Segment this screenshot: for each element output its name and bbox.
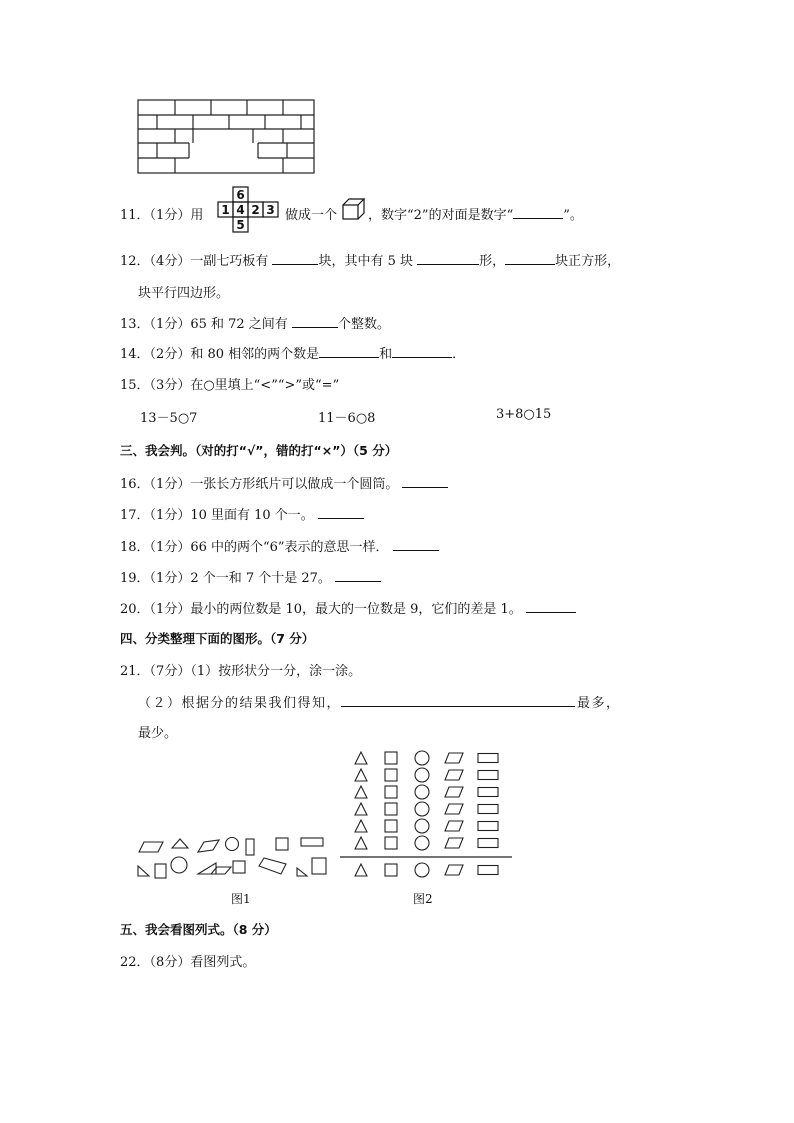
question-13: 13．（1分）65 和 72 之间有 个整数。: [120, 317, 390, 332]
q11-after: 做成一个: [285, 208, 338, 223]
q18-blank[interactable]: [393, 538, 439, 551]
square-icon: [385, 786, 397, 798]
q12-line2: 块平行四边形。: [138, 286, 230, 301]
net-right2: 3: [266, 203, 275, 217]
circle-icon: [415, 802, 429, 816]
net-left: 1: [221, 203, 230, 217]
q20-blank[interactable]: [526, 600, 576, 613]
q14-blank-2[interactable]: [392, 345, 452, 358]
brick-wall-figure: [137, 99, 317, 175]
section-5-title: 五、我会看图列式。（8 分）: [120, 922, 277, 937]
triangle-icon: [355, 803, 367, 815]
square-icon: [385, 864, 397, 876]
triangle-icon: [355, 769, 367, 781]
q11-tail: ，数字“2”的对面是数字“ ”。: [368, 208, 583, 223]
q11-text: 11．（1分）用: [120, 208, 204, 223]
rectangle-icon: [478, 822, 498, 831]
parallelogram-icon: [445, 821, 463, 831]
figure-1-scattered-shapes: [136, 830, 336, 882]
triangle-icon: [355, 837, 367, 849]
q14-blank-1[interactable]: [319, 345, 379, 358]
cube-net-figure: [217, 186, 283, 234]
square-icon: [385, 820, 397, 832]
question-20: 20．（1分）最小的两位数是 10，最大的一位数是 9，它们的差是 1。: [120, 598, 576, 617]
section-3-title: 三、我会判。（对的打“√”，错的打“×”）（5 分）: [120, 443, 398, 458]
section-4-title: 四、分类整理下面的图形。（7 分）: [120, 631, 315, 646]
q13-blank[interactable]: [292, 315, 338, 328]
question-19: 19．（1分）2 个一和 7 个十是 27。: [120, 567, 381, 586]
question-15: 15．（3分）在○里填上“<”“>”或“=”: [120, 378, 340, 393]
circle-icon: [415, 836, 429, 850]
circle-icon: [415, 863, 429, 877]
square-icon: [385, 837, 397, 849]
net-top: 6: [236, 188, 245, 202]
net-center: 4: [236, 203, 245, 217]
parallelogram-icon: [445, 770, 463, 780]
circle-icon: [415, 785, 429, 799]
circle-icon: [415, 819, 429, 833]
circle-icon: [415, 768, 429, 782]
question-17: 17．（1分）10 里面有 10 个一。: [120, 504, 364, 523]
q19-blank[interactable]: [335, 569, 381, 582]
parallelogram-icon: [445, 787, 463, 797]
parallelogram-icon: [445, 804, 463, 814]
q15-item-1[interactable]: 13－5○7: [140, 411, 198, 426]
figure-2-shape-chart: [336, 748, 516, 882]
cube-icon: [342, 198, 366, 220]
rectangle-icon: [478, 866, 498, 875]
net-right1: 2: [251, 203, 260, 217]
parallelogram-icon: [445, 865, 463, 875]
q11-blank[interactable]: [513, 206, 563, 219]
figure-1-caption: 图1: [231, 892, 251, 906]
question-18: 18．（1分）66 中的两个“6”表示的意思一样．: [120, 536, 439, 555]
q15-item-3[interactable]: 3+8○15: [496, 407, 552, 422]
q17-blank[interactable]: [318, 506, 364, 519]
parallelogram-icon: [445, 753, 463, 763]
q12-blank-3[interactable]: [505, 252, 555, 265]
rectangle-icon: [478, 788, 498, 797]
q12-blank-1[interactable]: [272, 252, 318, 265]
figure-2-caption: 图2: [413, 892, 433, 906]
square-icon: [385, 769, 397, 781]
triangle-icon: [355, 864, 367, 876]
rectangle-icon: [478, 839, 498, 848]
triangle-icon: [355, 786, 367, 798]
question-21-part2: （２）根据分的结果我们得知， 最多，: [138, 696, 621, 711]
circle-icon: [415, 751, 429, 765]
q21-blank-1[interactable]: [341, 694, 575, 707]
question-14: 14．（2分）和 80 相邻的两个数是 和 ．: [120, 347, 466, 362]
triangle-icon: [355, 820, 367, 832]
question-22: 22．（8分）看图列式。: [120, 955, 256, 970]
question-16: 16．（1分）一张长方形纸片可以做成一个圆筒。: [120, 473, 448, 492]
parallelogram-icon: [445, 838, 463, 848]
net-bottom: 5: [236, 218, 245, 232]
rectangle-icon: [478, 771, 498, 780]
triangle-icon: [355, 752, 367, 764]
question-11: [120, 204, 203, 223]
square-icon: [385, 803, 397, 815]
rectangle-icon: [478, 805, 498, 814]
question-21: 21．（7分）（1）按形状分一分，涂一涂。: [120, 664, 362, 679]
q16-blank[interactable]: [402, 475, 448, 488]
q12-blank-2[interactable]: [417, 252, 479, 265]
question-12: 12．（4分）一副七巧板有 块，其中有 5 块 形， 块正方形，: [120, 254, 621, 269]
q21-least: 最少。: [138, 726, 178, 741]
rectangle-icon: [478, 754, 498, 763]
square-icon: [385, 752, 397, 764]
q15-item-2[interactable]: 11－6○8: [318, 411, 376, 426]
